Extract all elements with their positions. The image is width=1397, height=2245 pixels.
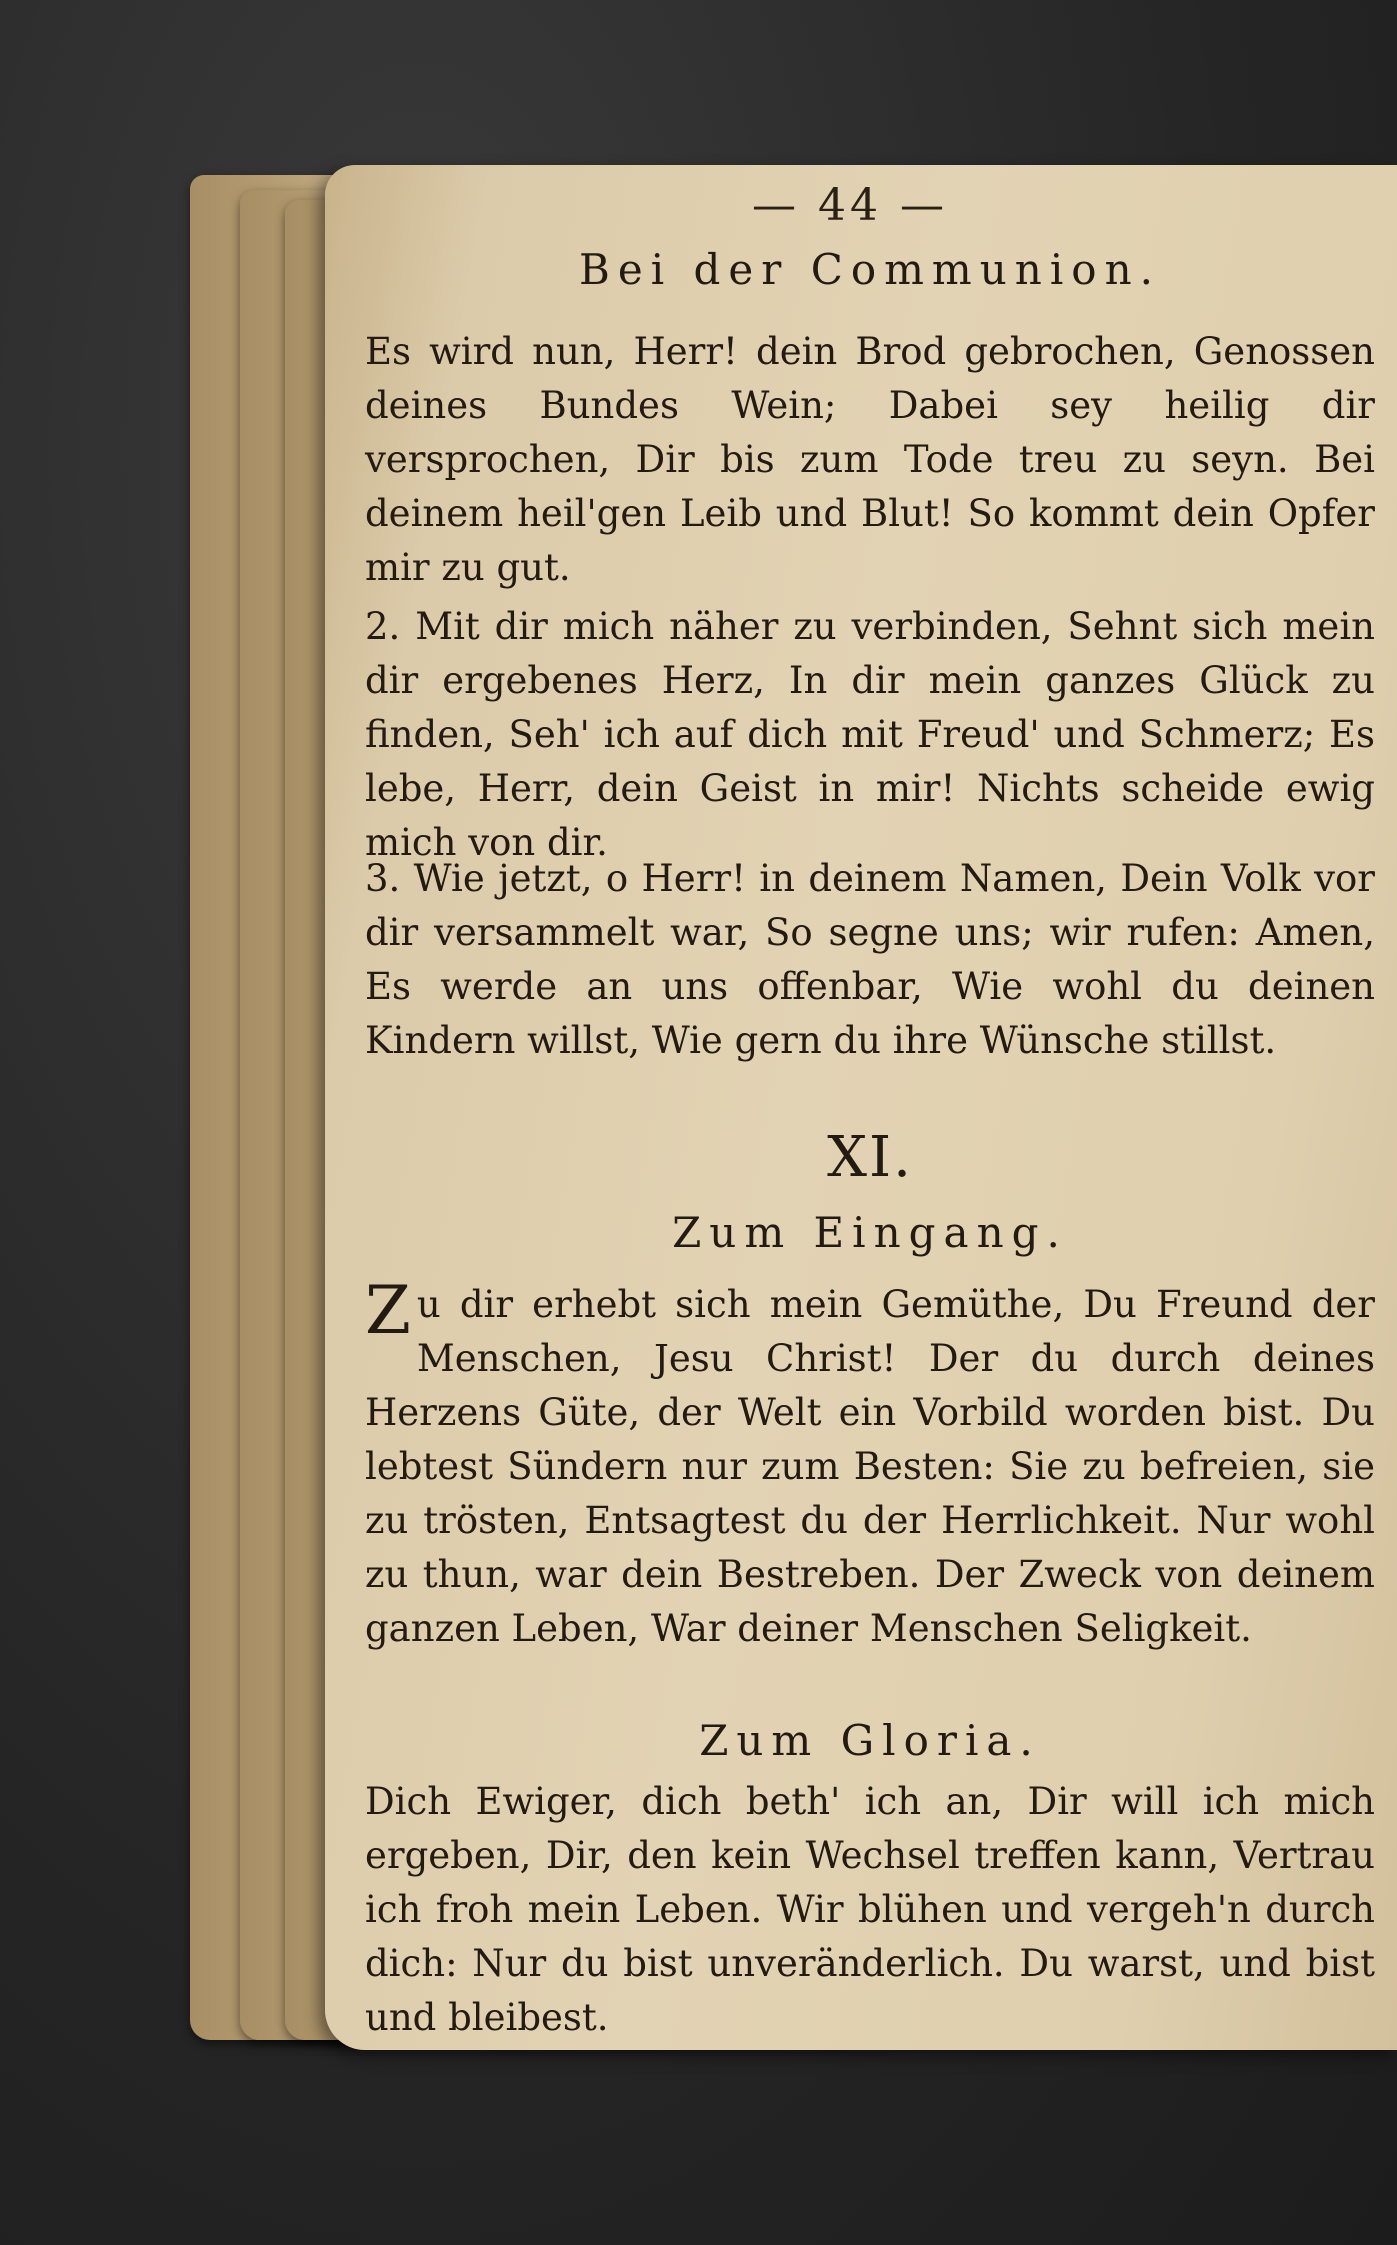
paragraph-2: 2. Mit dir mich näher zu verbinden, Sehnt sich mein dir ergebenes Herz, In dir mein ganzes Glück zu finden, Seh' ich auf dich mit Freud' und Schmerz; Es lebe, Herr, dein Geist in mir! Nichts scheide ewig mich von dir. — [365, 605, 1375, 864]
heading-gloria: Zum Gloria. — [699, 1716, 1041, 1765]
page-number: — 44 — — [752, 180, 948, 231]
paragraph-5: Dich Ewiger, dich beth' ich an, Dir will ich mich ergeben, Dir, den kein Wechsel treffen kann, Vertrau ich froh mein Leben. Wir blühen und vergeh'n durch dich: Nur du bist unveränderlich. Du warst, und bist und bleibest. — [365, 1780, 1375, 2039]
paragraph-3: 3. Wie jetzt, o Herr! in deinem Namen, Dein Volk vor dir versammelt war, So segne uns; wir rufen: Amen, Es werde an uns offenbar, Wie wohl du deinen Kindern willst, Wie gern du ihre Wünsche stillst. — [365, 857, 1375, 1062]
drop-cap: Z — [365, 1272, 411, 1349]
heading-eingang: Zum Eingang. — [672, 1208, 1068, 1257]
paragraph-1: Es wird nun, Herr! dein Brod gebrochen, Genossen deines Bundes Wein; Dabei sey heilig dir versprochen, Dir bis zum Tode treu zu seyn. Bei deinem heil'gen Leib und Blut! So kommt dein Opfer mir zu gut. — [365, 330, 1375, 589]
paragraph-4-body: u dir erhebt sich mein Gemüthe, Du Freund der Menschen, Jesu Christ! Der du durch deines Herzens Güte, der Welt ein Vorbild worden bist. Du lebtest Sündern nur zum Besten: Sie zu befreien, sie zu trösten, Entsagtest du der Herrlichkeit. Nur wohl zu thun, war dein Bestreben. Der Zweck von deinem ganzen Leben, War deiner Menschen Seligkeit. — [365, 1283, 1375, 1650]
paragraph-4 — [365, 1272, 1375, 1708]
heading-communion: Bei der Communion. — [579, 245, 1161, 294]
section-number: XI. — [827, 1125, 913, 1190]
